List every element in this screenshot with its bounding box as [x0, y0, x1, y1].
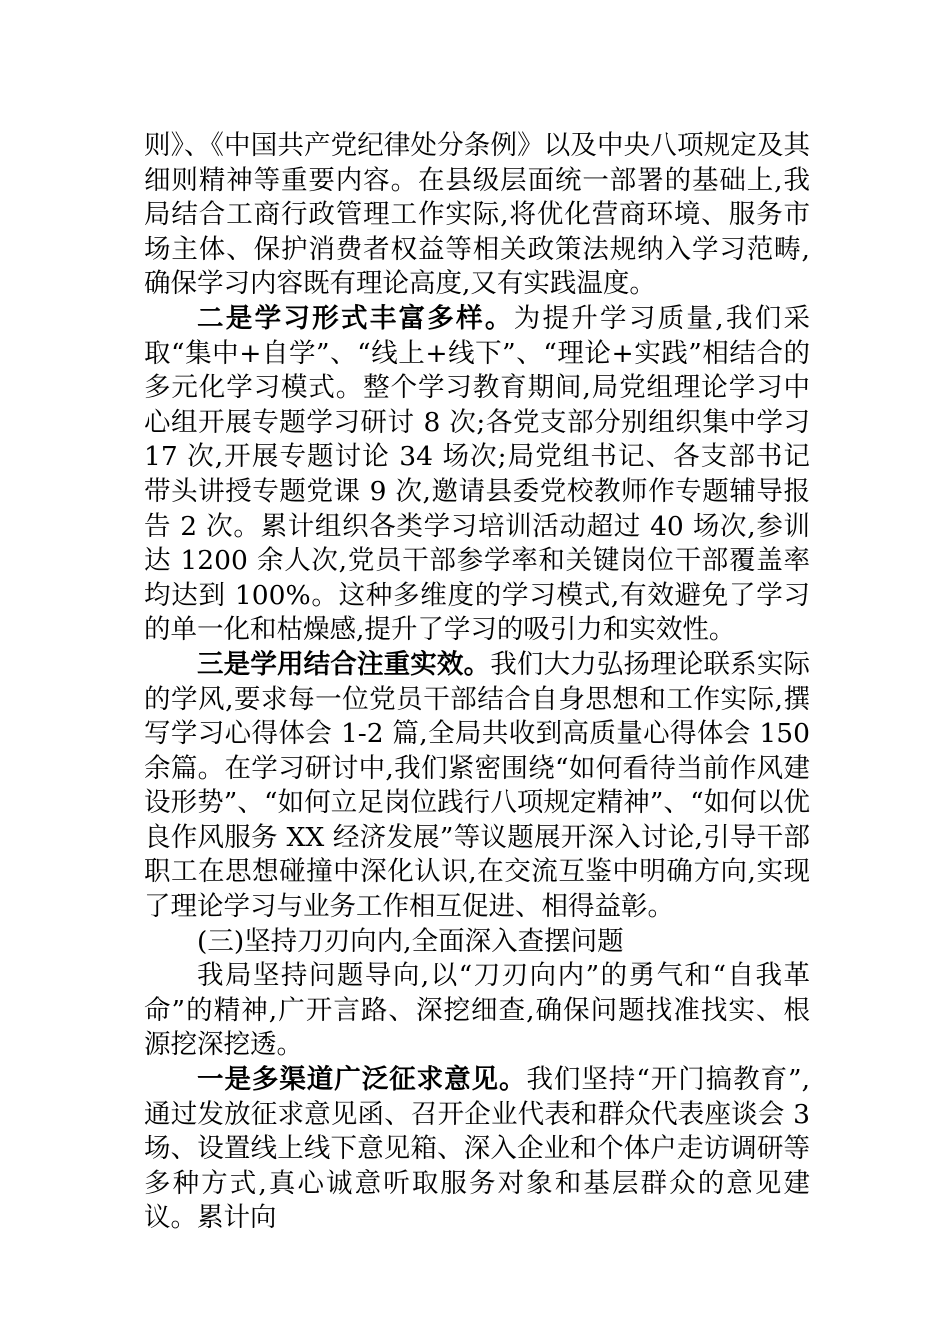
paragraph-study-content-continued	[144, 129, 810, 302]
paragraph-lead-heading: 三是学用结合注重实效。	[197, 648, 491, 680]
paragraph-study-forms	[144, 302, 810, 648]
paragraph-study-application	[144, 648, 810, 925]
section-heading-problem-finding	[144, 925, 810, 960]
document-body	[144, 129, 810, 1236]
paragraph-text: 为提升学习质量,我们采取“集中+自学”、“线上+线下”、“理论+实践”相结合的多元化学习模式。整个学习教育期间,局党组理论学习中心组开展专题学习研讨 8 次;各党支部分别组织集中学习 17 次,开展专题讨论 34 场次;局党组书记、各支部书记带头讲授专题党课 9 次,邀请县委党校教师作专题辅导报告 2 次。累计组织各类学习培训活动超过 40 场次,参训达 1200 余人次,党员干部参学率和关键岗位干部覆盖率均达到 100%。这种多维度的学习模式,有效避免了学习的单一化和枯燥感,提升了学习的吸引力和实效性。	[144, 302, 810, 646]
paragraph-problem-orientation	[144, 959, 810, 1063]
paragraph-text: 我们大力弘扬理论联系实际的学风,要求每一位党员干部结合自身思想和工作实际,撰写学习心得体会 1-2 篇,全局共收到高质量心得体会 150 余篇。在学习研讨中,我们紧密围绕“如何看待当前作风建设形势”、“如何立足岗位践行八项规定精神”、“如何以优良作风服务 XX 经济发展”等议题展开深入讨论,引导干部职工在思想碰撞中深化认识,在交流互鉴中明确方向,实现了理论学习与业务工作相互促进、相得益彰。	[144, 648, 810, 923]
paragraph-text: 我局坚持问题导向,以“刀刃向内”的勇气和“自我革命”的精神,广开言路、深挖细查,确保问题找准找实、根源挖深挖透。	[144, 960, 810, 1061]
paragraph-text: 则》、《中国共产党纪律处分条例》以及中央八项规定及其细则精神等重要内容。在县级层面统一部署的基础上,我局结合工商行政管理工作实际,将优化营商环境、服务市场主体、保护消费者权益等相关政策法规纳入学习范畴,确保学习内容既有理论高度,又有实践温度。	[144, 130, 810, 300]
paragraph-solicit-opinions	[144, 1063, 810, 1236]
paragraph-text: 我们坚持“开门搞教育”,通过发放征求意见函、召开企业代表和群众代表座谈会 3 场、设置线上线下意见箱、深入企业和个体户走访调研等多种方式,真心诚意听取服务对象和基层群众的意见建议。累计向	[144, 1064, 810, 1234]
section-heading-text: (三)坚持刀刃向内,全面深入查摆问题	[197, 925, 624, 957]
paragraph-lead-heading: 一是多渠道广泛征求意见。	[197, 1064, 527, 1096]
paragraph-lead-heading: 二是学习形式丰富多样。	[197, 302, 514, 334]
